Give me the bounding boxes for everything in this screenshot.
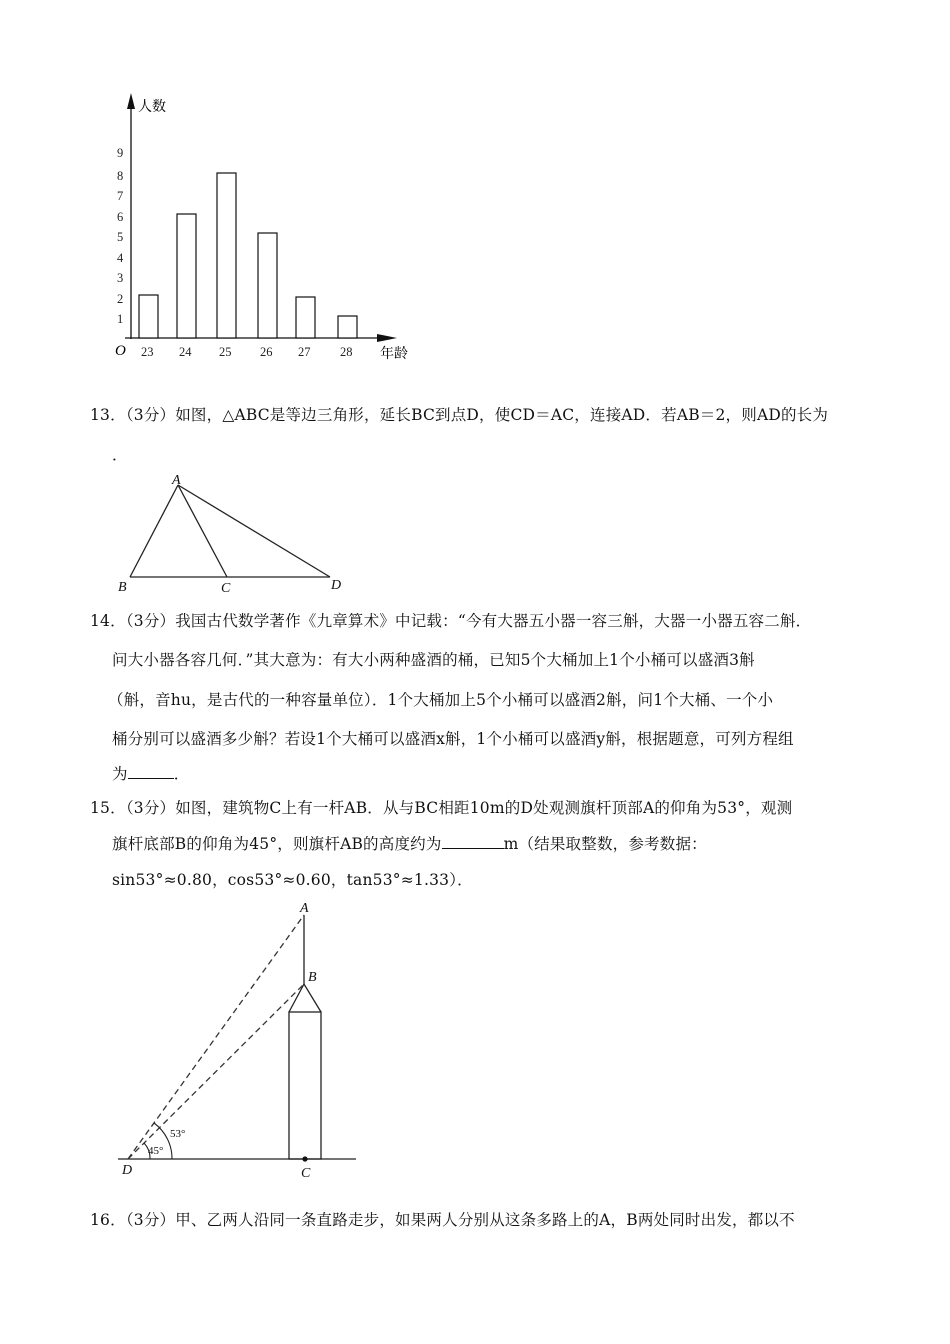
svg-text:27: 27 (298, 345, 311, 359)
question-14-prefix: 为 (112, 765, 128, 783)
bar-26 (258, 233, 277, 338)
label-a: A (172, 473, 181, 488)
bar-24 (177, 214, 196, 338)
label-a: A (300, 901, 309, 916)
point-c-dot (302, 1156, 307, 1161)
question-14-line-4: 桶分别可以盛酒多少斛？若设1个大桶可以盛酒x斛，1个小桶可以盛酒y斛，根据题意，可列方程组 (112, 730, 794, 748)
angle-label-53: 53° (170, 1128, 186, 1140)
label-b: B (308, 970, 317, 985)
question-14-line-5 (112, 762, 189, 784)
building (289, 1012, 321, 1159)
label-d: D (122, 1163, 133, 1178)
label-c: C (221, 581, 231, 595)
svg-text:23: 23 (141, 345, 154, 359)
svg-text:3: 3 (117, 271, 124, 285)
age-histogram (105, 85, 425, 370)
bars (139, 173, 357, 338)
bar-27 (296, 297, 315, 338)
roof (289, 984, 321, 1012)
question-15-prefix: 旗杆底部B的仰角为45°，则旗杆AB的高度约为 (112, 835, 442, 853)
svg-text:26: 26 (260, 345, 273, 359)
x-axis-label: 年龄 (380, 347, 408, 362)
label-c: C (301, 1166, 311, 1181)
y-axis-arrow-icon (127, 93, 135, 109)
svg-text:8: 8 (117, 169, 124, 183)
question-13-text: 13．（3分）如图，△ABC是等边三角形，延长BC到点D，使CD＝AC，连接AD．若AB＝2，则AD的长为 (90, 406, 829, 424)
angle-label-45: 45° (148, 1145, 164, 1157)
x-axis-arrow-icon (377, 334, 397, 342)
question-16-line-1: 16．（3分）甲、乙两人沿同一条直路走步，如果两人分别从这条多路上的A，B两处同时出发，都以不 (90, 1211, 795, 1229)
origin-label: O (115, 343, 126, 359)
bar-28 (338, 316, 357, 338)
flagpole-building-figure (110, 897, 370, 1187)
x-tick-labels (141, 345, 353, 359)
question-14-suffix: ． (173, 765, 190, 783)
svg-text:4: 4 (117, 251, 124, 265)
svg-text:24: 24 (179, 345, 192, 359)
svg-text:25: 25 (219, 345, 232, 359)
question-14-line-1: 14．（3分）我国古代数学著作《九章算术》中记载：“今有大器五小器一容三斛，大器一小器五容二斛． (90, 612, 812, 630)
y-axis-label: 人数 (138, 100, 166, 115)
label-b: B (118, 580, 127, 595)
svg-text:6: 6 (117, 210, 124, 224)
question-14-line-2: 问大小器各容几何．”其大意为：有大小两种盛酒的桶，已知5个大桶加上1个小桶可以盛酒3斛 (112, 651, 755, 669)
svg-text:28: 28 (340, 345, 353, 359)
sight-line-db (128, 984, 304, 1159)
sight-line-da (128, 915, 304, 1159)
question-13-period: ． (112, 446, 128, 464)
svg-text:9: 9 (117, 146, 124, 160)
triangle-abd-figure (110, 470, 350, 595)
bar-23 (139, 295, 158, 338)
svg-text:7: 7 (117, 189, 124, 203)
svg-text:2: 2 (117, 292, 124, 306)
question-15-line-1: 15．（3分）如图，建筑物C上有一杆AB．从与BC相距10m的D处观测旗杆顶部A的仰角为53°，观测 (90, 799, 793, 817)
question-15-line-3: sin53°≈0.80，cos53°≈0.60，tan53°≈1.33）． (112, 871, 473, 889)
question-15-suffix: m（结果取整数，参考数据： (503, 835, 707, 853)
answer-blank-14[interactable] (128, 764, 174, 779)
question-14-line-3: （斛，音hu，是古代的一种容量单位）．1个大桶加上5个小桶可以盛酒2斛，问1个大桶、一个小 (108, 691, 774, 709)
svg-text:1: 1 (117, 312, 124, 326)
svg-text:5: 5 (117, 230, 124, 244)
answer-blank-15[interactable] (442, 834, 504, 849)
question-15-line-2 (112, 832, 707, 854)
bar-25 (217, 173, 236, 338)
label-d: D (331, 578, 342, 593)
y-tick-labels (117, 146, 124, 326)
